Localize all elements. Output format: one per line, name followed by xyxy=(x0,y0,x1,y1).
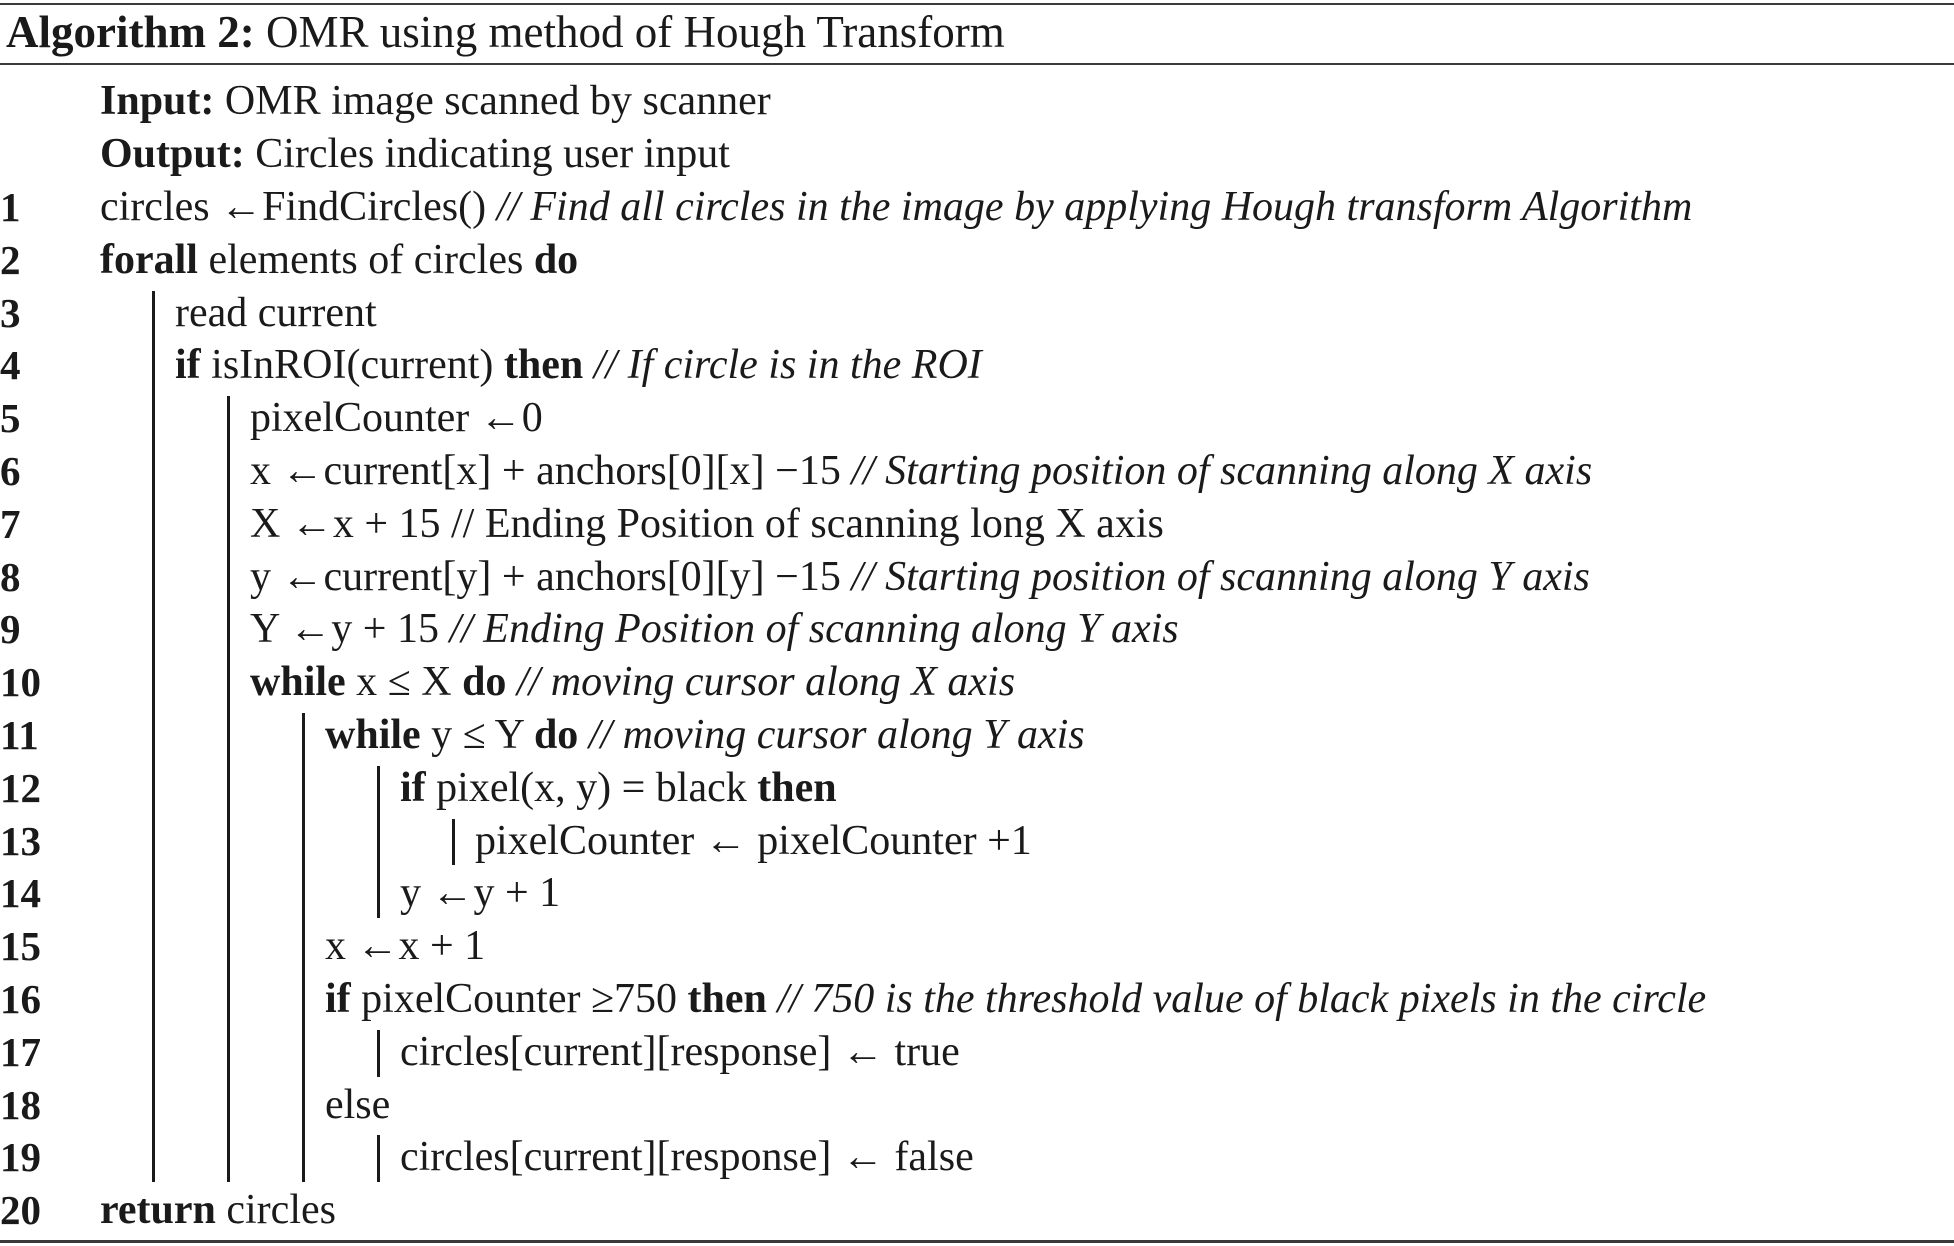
code-text: x ≤ X xyxy=(345,659,463,706)
line-code xyxy=(175,287,377,339)
line-number: 10 xyxy=(0,659,41,706)
code-text: pixelCounter ← pixelCounter +1 xyxy=(475,817,1032,864)
code-text: pixelCounter ←0 xyxy=(250,395,543,442)
line-number: 15 xyxy=(0,923,41,970)
keyword: if xyxy=(400,764,426,811)
line-code xyxy=(325,1079,390,1131)
caption-rule xyxy=(0,63,1954,65)
keyword: then xyxy=(687,976,767,1022)
comment: // moving cursor along X axis xyxy=(506,659,1016,706)
line-code xyxy=(100,1184,336,1236)
line-code xyxy=(400,762,837,814)
block-bar xyxy=(452,819,455,866)
comment: // Starting position of scanning along Y axis xyxy=(851,553,1590,600)
keyword: if xyxy=(175,342,201,389)
line-code xyxy=(100,181,1692,233)
line-number: 20 xyxy=(0,1187,41,1234)
code-text: read current xyxy=(175,289,377,336)
bottom-rule xyxy=(0,1240,1954,1243)
input-text: OMR image scanned by scanner xyxy=(224,78,771,124)
line-number: 16 xyxy=(0,976,41,1022)
line-number: 13 xyxy=(0,817,41,864)
line-code xyxy=(400,1026,960,1078)
output-text: Circles indicating user input xyxy=(255,131,730,177)
line-number: 7 xyxy=(0,500,21,547)
line-code xyxy=(250,445,1592,497)
keyword: do xyxy=(533,712,579,758)
block-bar xyxy=(152,291,155,1183)
code-text: y ←current[y] + anchors[0][y] −15 xyxy=(250,553,852,600)
line-number: 14 xyxy=(0,870,41,917)
block-bar xyxy=(227,396,230,1182)
line-code xyxy=(325,973,1706,1025)
code-text: pixelCounter ≥750 xyxy=(350,976,688,1022)
keyword: forall xyxy=(100,236,198,283)
algorithm-caption xyxy=(6,2,1005,62)
line-number: 5 xyxy=(0,395,21,442)
code-text: y ≤ Y xyxy=(420,712,534,758)
keyword: then xyxy=(503,342,584,389)
algorithm-label: Algorithm 2: xyxy=(6,7,255,57)
line-code xyxy=(250,656,1015,708)
code-text: circles ←FindCircles() xyxy=(100,184,497,230)
line-number: 12 xyxy=(0,764,41,811)
keyword: then xyxy=(757,764,837,811)
line-code xyxy=(250,603,1179,655)
code-text: elements of circles xyxy=(197,236,534,283)
comment: // If circle is in the ROI xyxy=(583,342,982,389)
line-number: 3 xyxy=(0,289,21,336)
line-number: 2 xyxy=(0,236,21,283)
line-number: 9 xyxy=(0,606,21,653)
line-number: 11 xyxy=(0,712,39,758)
block-bar xyxy=(377,766,380,918)
comment: // Find all circles in the image by applying Hough transform Algorithm xyxy=(496,184,1693,230)
code-text: x ←current[x] + anchors[0][x] −15 xyxy=(250,448,852,494)
comment: // Ending Position of scanning along Y axis xyxy=(449,606,1179,653)
line-code xyxy=(175,339,982,391)
output-label: Output: xyxy=(100,131,245,177)
line-code xyxy=(250,392,543,444)
code-text: else xyxy=(325,1081,391,1128)
line-number: 8 xyxy=(0,553,21,600)
line-code xyxy=(475,815,1032,867)
line-code xyxy=(100,234,578,286)
line-number: 1 xyxy=(0,184,21,230)
line-code xyxy=(400,867,560,919)
code-text: y ←y + 1 xyxy=(400,870,561,917)
keyword: while xyxy=(250,659,346,706)
code-text: circles xyxy=(215,1187,336,1234)
line-number: 17 xyxy=(0,1028,41,1075)
line-code xyxy=(250,498,1164,550)
line-number: 6 xyxy=(0,448,21,494)
code-text: x ←x + 1 xyxy=(325,923,486,970)
line-number: 4 xyxy=(0,342,21,389)
line-code xyxy=(325,920,485,972)
algorithm-title: OMR using method of Hough Transform xyxy=(265,7,1005,57)
input-label: Input: xyxy=(100,78,215,124)
code-text: circles[current][response] ← false xyxy=(400,1134,974,1181)
code-text: pixel(x, y) = black xyxy=(425,764,758,811)
keyword: return xyxy=(100,1187,216,1234)
comment: // Starting position of scanning along X axis xyxy=(851,448,1593,494)
code-text: circles[current][response] ← true xyxy=(400,1028,960,1075)
code-text: isInROI(current) xyxy=(200,342,504,389)
block-bar xyxy=(377,1135,380,1182)
line-code xyxy=(250,551,1590,603)
code-text: Y ←y + 15 xyxy=(250,606,450,653)
code-text: X ←x + 15 // Ending Position of scanning long X axis xyxy=(250,500,1164,547)
line-number: 18 xyxy=(0,1081,41,1128)
comment: // moving cursor along Y axis xyxy=(578,712,1085,758)
comment: // 750 is the threshold value of black pixels in the circle xyxy=(766,976,1707,1022)
keyword: do xyxy=(462,659,507,706)
keyword: do xyxy=(533,236,579,283)
line-code xyxy=(400,1131,974,1183)
line-number: 19 xyxy=(0,1134,41,1181)
keyword: if xyxy=(325,976,351,1022)
block-bar xyxy=(302,713,305,1182)
keyword: while xyxy=(325,712,421,758)
block-bar xyxy=(377,1030,380,1077)
line-code xyxy=(325,709,1085,761)
